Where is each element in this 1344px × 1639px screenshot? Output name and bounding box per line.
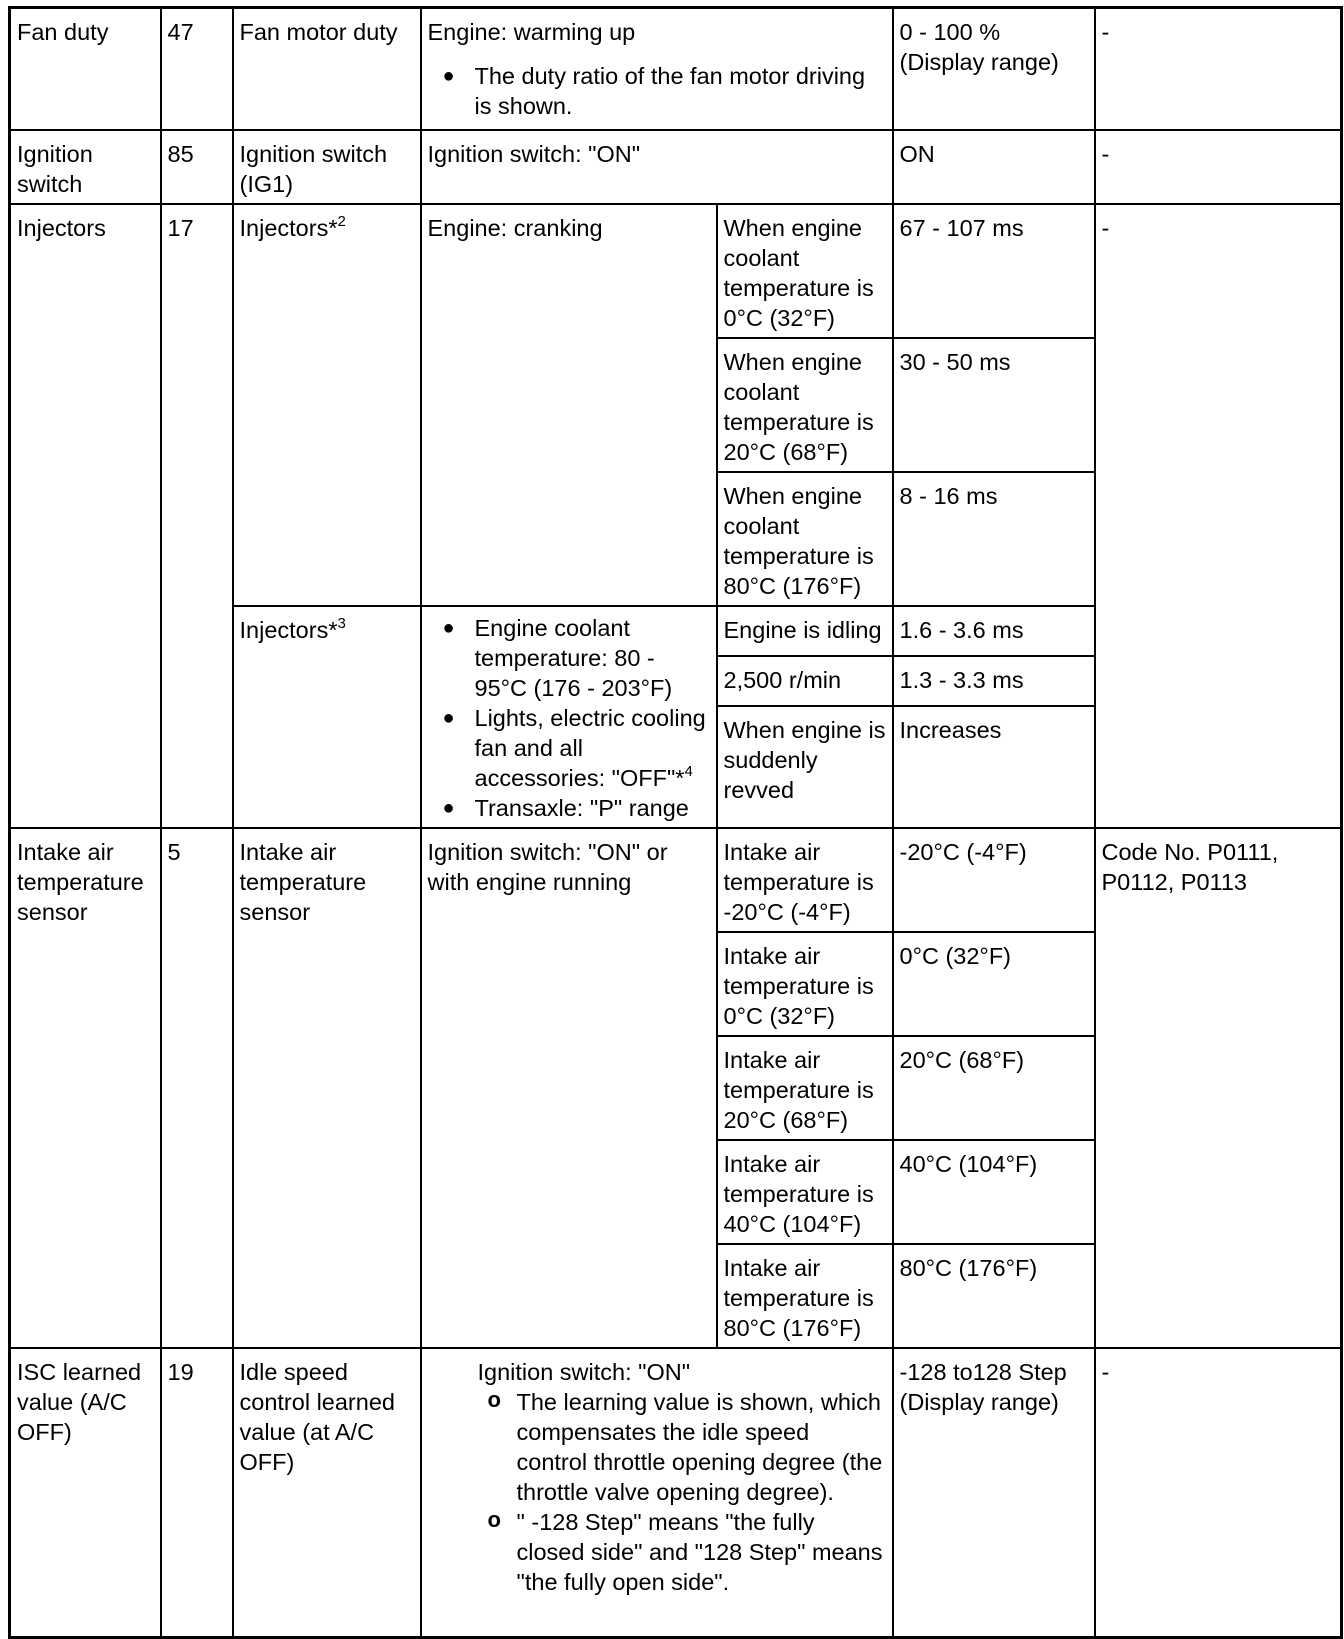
condition-cell [421,8,893,130]
value-cell: Increases [893,706,1095,827]
item-cell: Fan duty [10,8,161,130]
condition-bullets [428,613,710,823]
pid-cell: 17 [161,204,233,828]
table-row-fan-duty [10,8,1342,130]
condition-text: Engine: warming up [427,19,636,45]
sub-condition-cell: When engine coolant temperature is 20°C (68°F) [717,338,893,472]
condition-cell [421,1348,893,1638]
value-cell: 0 - 100 % (Display range) [893,8,1095,130]
footnote-mark: 4 [684,762,693,780]
sub-condition-cell: When engine coolant temperature is 80°C (176°F) [717,472,893,606]
value-cell: 1.6 - 3.6 ms [893,606,1095,656]
pid-cell: 5 [161,828,233,1348]
sub-condition-cell: Intake air temperature is 80°C (176°F) [717,1244,893,1348]
ref-cell: - [1095,8,1342,130]
pid-cell: 47 [161,8,233,130]
table-row-injectors [10,204,1342,338]
ref-cell: - [1095,1348,1342,1638]
name-text: Injectors* [239,616,338,643]
condition-cell: Ignition switch: "ON" [421,130,893,204]
bullet-item: o " -128 Step" means "the fully closed side" and "128 Step" means "the fully open side". [470,1507,886,1597]
sub-condition-cell: When engine coolant temperature is 0°C (32°F) [717,204,893,338]
bullet-item [428,703,710,793]
condition-cell: Engine: cranking [421,204,717,606]
value-cell: 8 - 16 ms [893,472,1095,606]
value-cell: -20°C (-4°F) [893,828,1095,932]
condition-cell [421,606,717,828]
sub-condition-cell: Intake air temperature is 0°C (32°F) [717,932,893,1036]
pid-cell: 19 [161,1348,233,1638]
bullet-item: ● Transaxle: "P" range [428,793,710,823]
condition-text: Ignition switch: "ON" [477,1358,691,1385]
name-cell [233,606,421,828]
name-cell [233,204,421,606]
item-cell: Injectors [10,204,161,828]
data-monitor-table [8,6,1343,1639]
name-cell: Fan motor duty [233,8,421,130]
name-text: Injectors* [239,214,338,241]
value-cell: 30 - 50 ms [893,338,1095,472]
table-row-intake-air-temp [10,828,1342,932]
item-cell: Ignition switch [10,130,161,204]
bullet-item: ● The duty ratio of the fan motor driving is shown. [428,61,886,121]
name-cell: Idle speed control learned value (at A/C OFF) [233,1348,421,1638]
sub-condition-cell: Intake air temperature is 40°C (104°F) [717,1140,893,1244]
item-cell: ISC learned value (A/C OFF) [10,1348,161,1638]
footnote-mark: 2 [337,212,346,230]
ref-cell: - [1095,204,1342,828]
name-cell: Intake air temperature sensor [233,828,421,1348]
value-cell: -128 to128 Step (Display range) [893,1348,1095,1638]
pid-cell: 85 [161,130,233,204]
condition-bullets [470,1387,886,1597]
bullet-item: ● Engine coolant temperature: 80 - 95°C (176 - 203°F) [428,613,710,703]
sub-condition-cell: Intake air temperature is -20°C (-4°F) [717,828,893,932]
table-row-ignition-switch [10,130,1342,204]
sub-condition-cell: Engine is idling [717,606,893,656]
condition-bullets [428,61,886,121]
ref-cell: Code No. P0111, P0112, P0113 [1095,828,1342,1348]
bullet-text: Lights, electric cooling fan and all accessories: "OFF"* [474,704,706,791]
sub-condition-cell: Intake air temperature is 20°C (68°F) [717,1036,893,1140]
value-cell: 40°C (104°F) [893,1140,1095,1244]
condition-cell: Ignition switch: "ON" or with engine running [421,828,717,1348]
value-cell: 0°C (32°F) [893,932,1095,1036]
footnote-mark: 3 [337,614,346,632]
sub-condition-cell: When engine is suddenly revved [717,706,893,827]
bullet-item: o The learning value is shown, which compensates the idle speed control throttle opening degree (the throttle valve opening degree). [470,1387,886,1507]
item-cell: Intake air temperature sensor [10,828,161,1348]
value-cell: 67 - 107 ms [893,204,1095,338]
table-row-isc-learned-value [10,1348,1342,1638]
value-cell: 80°C (176°F) [893,1244,1095,1348]
value-cell: 1.3 - 3.3 ms [893,656,1095,706]
value-cell: ON [893,130,1095,204]
ref-cell: - [1095,130,1342,204]
value-cell: 20°C (68°F) [893,1036,1095,1140]
sub-condition-cell: 2,500 r/min [717,656,893,706]
name-cell: Ignition switch (IG1) [233,130,421,204]
